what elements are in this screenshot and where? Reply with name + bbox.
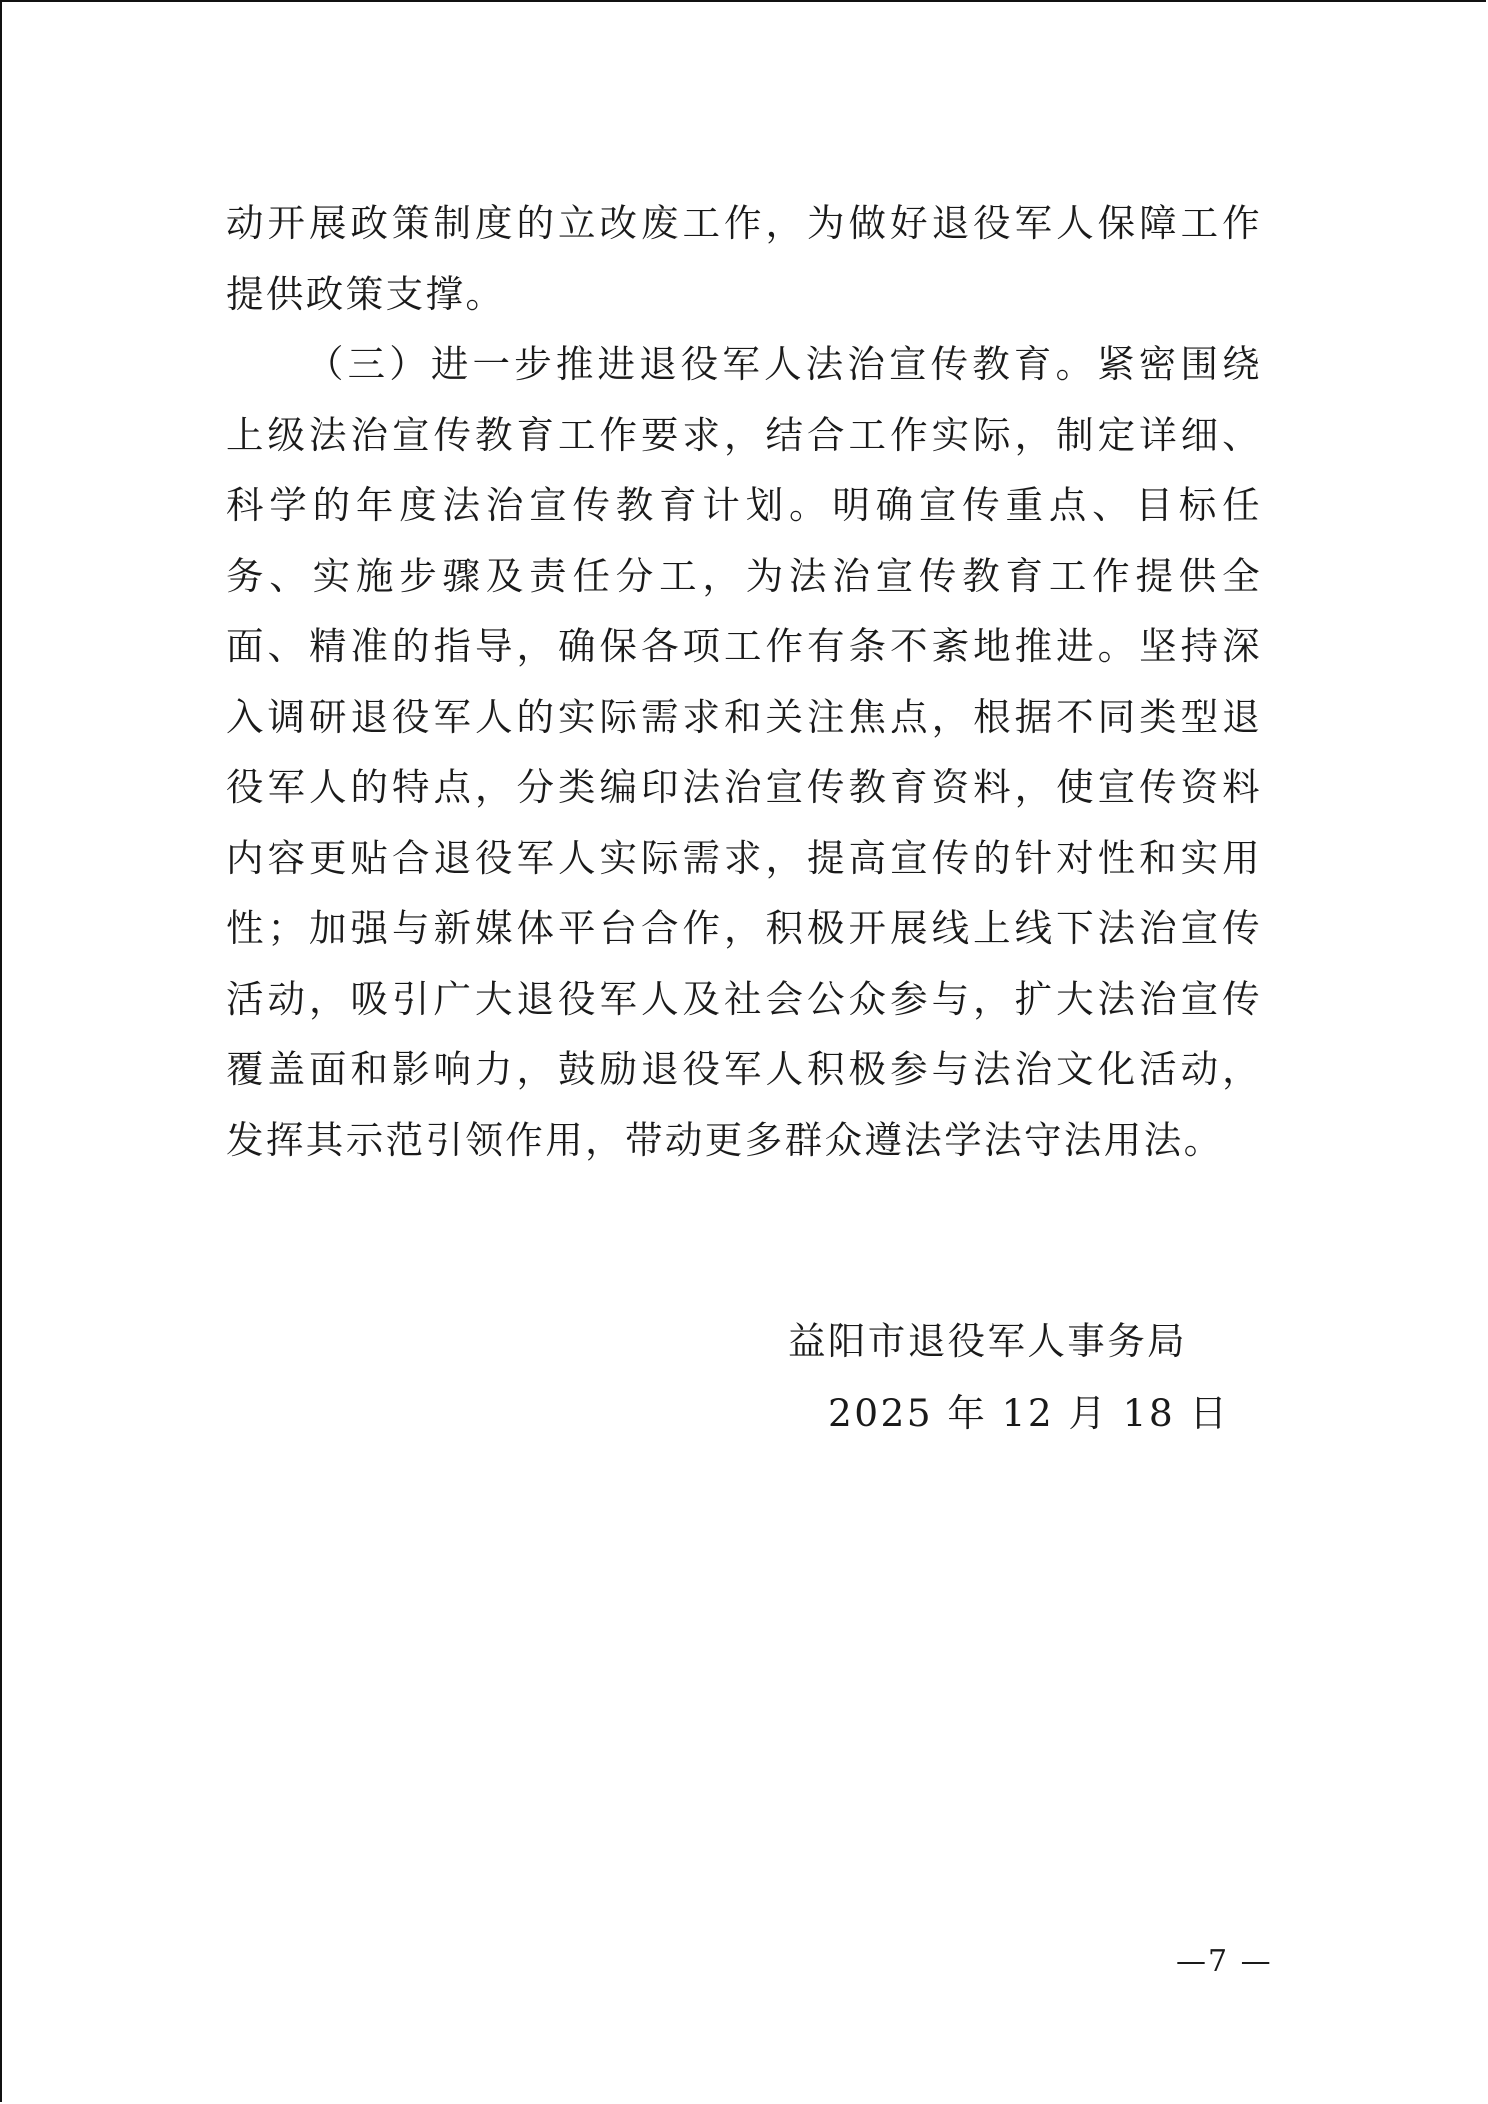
paragraph-text: 紧密围绕上级法治宣传教育工作要求，结合工作实际，制定详细、科学的年度法治宣传教育计划。明确宣传重点、目标任务、实施步骤及责任分工，为法治宣传教育工作提供全面、精准的指导，确保各项工作有条不紊地推进。坚持深入调研退役军人的实际需求和关注焦点，根据不同类型退役军人的特点，分类编印法治宣传教育资料，使宣传资料内容更贴合退役军人实际需求，提高宣传的针对性和实用性；加强与新媒体平台合作，积极开展线上线下法治宣传活动，吸引广大退役军人及社会公众参与，扩大法治宣传覆盖面和影响力，鼓励退役军人积极参与法治文化活动，发挥其示范引领作用，带动更多群众遵法学法守法用法。 [226,342,1262,1162]
section-heading: （三）进一步推进退役军人法治宣传教育。 [306,342,1098,386]
signature-date: 2025 年 12 月 18 日 [828,1391,1230,1435]
paragraph-section-three [226,329,1262,1175]
signature-organization: 益阳市退役军人事务局 [788,1319,1187,1363]
paragraph-text: 动开展政策制度的立改废工作，为做好退役军人保障工作提供政策支撑。 [226,201,1262,316]
page-number: —7 — [1176,1944,1273,1979]
paragraph-continuation [226,188,1262,329]
document-body [226,188,1262,1175]
